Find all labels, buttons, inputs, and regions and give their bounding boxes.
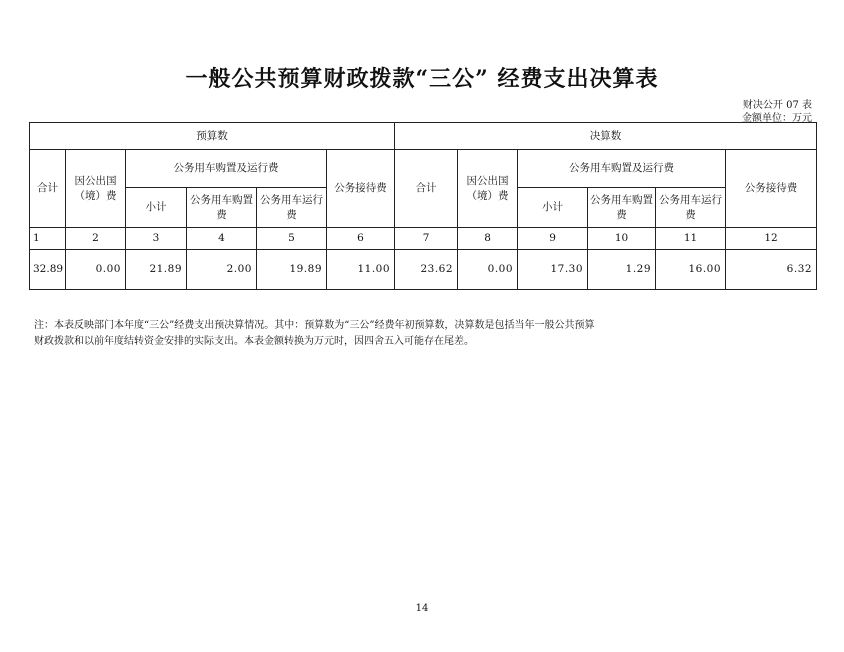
value-cell: 21.89 bbox=[126, 250, 187, 290]
col-number: 2 bbox=[66, 228, 126, 250]
header-subtotal: 小计 bbox=[518, 188, 588, 228]
footnote-line: 财政拨款和以前年度结转资金安排的实际支出。本表金额转换为万元时，因四舍五入可能存在尾差。 bbox=[34, 336, 474, 347]
column-number-row bbox=[30, 228, 817, 250]
col-number: 8 bbox=[458, 228, 518, 250]
col-number: 11 bbox=[656, 228, 726, 250]
value-cell: 32.89 bbox=[30, 250, 66, 290]
header-total: 合计 bbox=[30, 150, 66, 228]
header-abroad: 因公出国（境）费 bbox=[66, 150, 126, 228]
value-cell: 2.00 bbox=[187, 250, 257, 290]
value-cell: 19.89 bbox=[257, 250, 327, 290]
header-abroad: 因公出国（境）费 bbox=[458, 150, 518, 228]
header-subtotal: 小计 bbox=[126, 188, 187, 228]
page-number: 14 bbox=[415, 603, 429, 614]
header-total: 合计 bbox=[395, 150, 458, 228]
col-number: 10 bbox=[588, 228, 656, 250]
value-cell: 1.29 bbox=[588, 250, 656, 290]
col-number: 4 bbox=[187, 228, 257, 250]
expenditure-table bbox=[29, 122, 817, 290]
form-code: 财决公开 07 表 bbox=[742, 100, 812, 111]
col-number: 5 bbox=[257, 228, 327, 250]
value-cell: 6.32 bbox=[726, 250, 817, 290]
col-number: 7 bbox=[395, 228, 458, 250]
value-cell: 17.30 bbox=[518, 250, 588, 290]
col-number: 12 bbox=[726, 228, 817, 250]
col-number: 1 bbox=[30, 228, 66, 250]
header-reception: 公务接待费 bbox=[726, 150, 817, 228]
col-number: 6 bbox=[327, 228, 395, 250]
footnote-line: 注：本表反映部门本年度“三公”经费支出预决算情况。其中：预算数为“三公”经费年初预算数，决算数是包括当年一般公共预算 bbox=[34, 320, 595, 331]
value-cell: 0.00 bbox=[66, 250, 126, 290]
page-title: 一般公共预算财政拨款“三公” 经费支出决算表 bbox=[185, 66, 659, 92]
header-purchase: 公务用车购置费 bbox=[588, 188, 656, 228]
header-final: 决算数 bbox=[395, 123, 817, 150]
header-operation: 公务用车运行费 bbox=[656, 188, 726, 228]
value-cell: 23.62 bbox=[395, 250, 458, 290]
header-operation: 公务用车运行费 bbox=[257, 188, 327, 228]
value-cell: 0.00 bbox=[458, 250, 518, 290]
value-cell: 16.00 bbox=[656, 250, 726, 290]
header-vehicle: 公务用车购置及运行费 bbox=[518, 150, 726, 188]
header-vehicle: 公务用车购置及运行费 bbox=[126, 150, 327, 188]
table-row bbox=[30, 250, 817, 290]
unit-label: 金额单位：万元 bbox=[742, 113, 812, 124]
header-purchase: 公务用车购置费 bbox=[187, 188, 257, 228]
header-budget: 预算数 bbox=[30, 123, 395, 150]
col-number: 9 bbox=[518, 228, 588, 250]
footnote bbox=[34, 318, 674, 350]
header-reception: 公务接待费 bbox=[327, 150, 395, 228]
col-number: 3 bbox=[126, 228, 187, 250]
value-cell: 11.00 bbox=[327, 250, 395, 290]
